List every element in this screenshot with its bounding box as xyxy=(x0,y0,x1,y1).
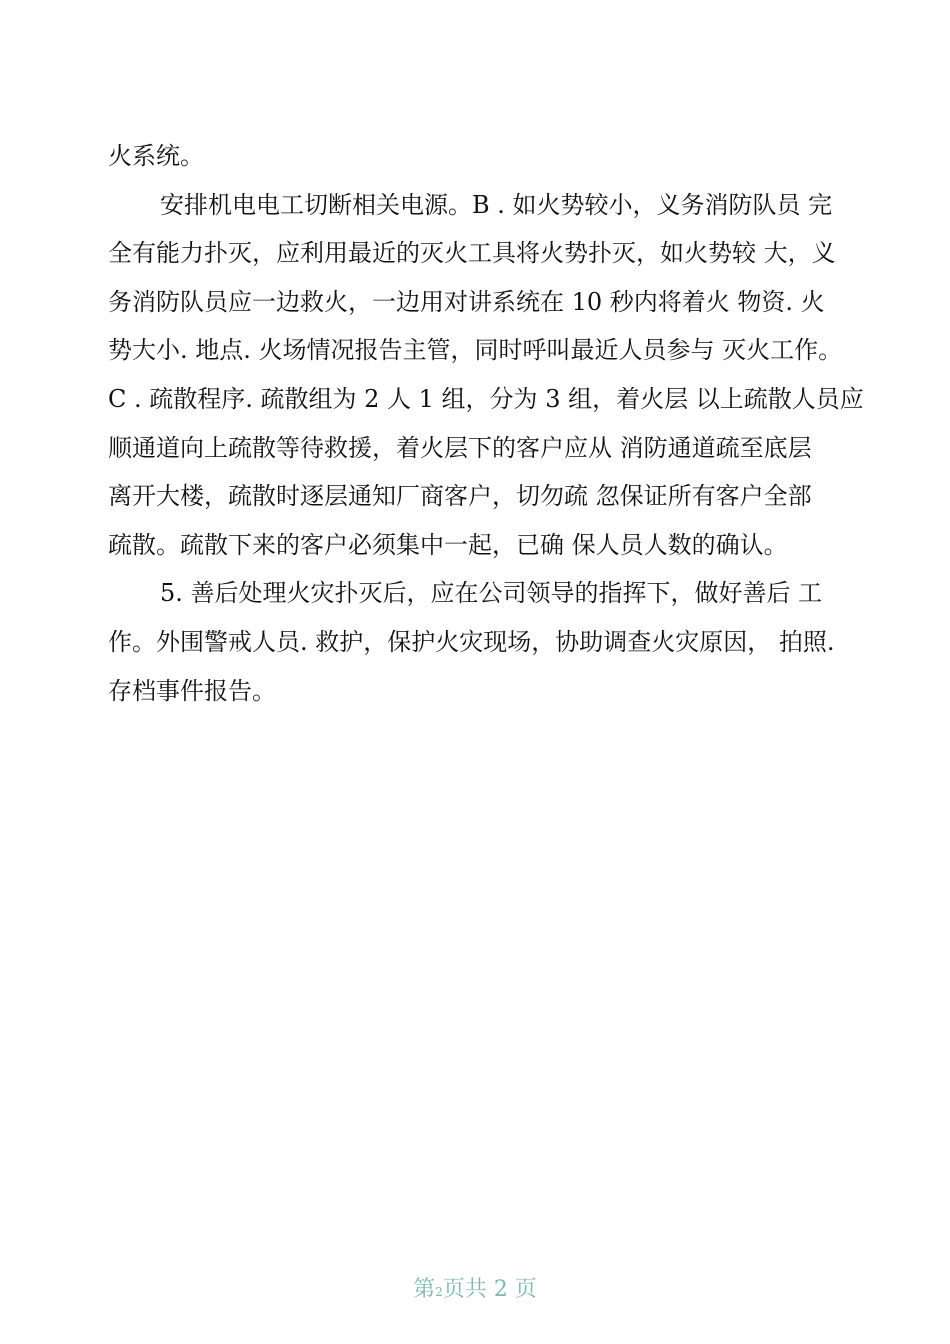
footer-page-number: 2 xyxy=(435,1285,443,1299)
text-line: 务消防队员应一边救火，一边用对讲系统在 10 秒内将着火 物资. 火 xyxy=(108,287,825,316)
text-line: 存档事件报告。 xyxy=(108,676,276,705)
text-line: 离开大楼，疏散时逐层通知厂商客户，切勿疏 忽保证所有客户全部 xyxy=(108,482,812,511)
text-line: 安排机电电工切断相关电源。B . 如火势较小，义务消防队员 完 xyxy=(160,190,833,219)
text-line: 作。外围警戒人员. 救护，保护火灾现场，协助调查火灾原因， 拍照. xyxy=(108,627,835,656)
text-line: 疏散。疏散下来的客户必须集中一起，已确 保人员人数的确认。 xyxy=(108,530,788,559)
text-line: 全有能力扑灭，应利用最近的灭火工具将火势扑灭，如火势较 大，义 xyxy=(108,239,836,268)
text-line: 顺通道向上疏散等待救援，着火层下的客户应从 消防通道疏至底层 xyxy=(108,433,812,462)
footer-prefix: 第 xyxy=(413,1277,436,1302)
text-line: 火系统。 xyxy=(108,142,204,170)
text-line: 5. 善后处理火灾扑灭后，应在公司领导的指挥下，做好善后 工 xyxy=(160,579,823,608)
footer-suffix: 页共 2 页 xyxy=(442,1277,537,1302)
page-footer xyxy=(0,1272,950,1303)
text-line: 势大小. 地点. 火场情况报告主管，同时呼叫最近人员参与 灭火工作。 xyxy=(108,336,843,365)
document-body xyxy=(108,132,864,715)
text-line: C . 疏散程序. 疏散组为 2 人 1 组，分为 3 组，着火层 以上疏散人员应 xyxy=(108,384,864,413)
